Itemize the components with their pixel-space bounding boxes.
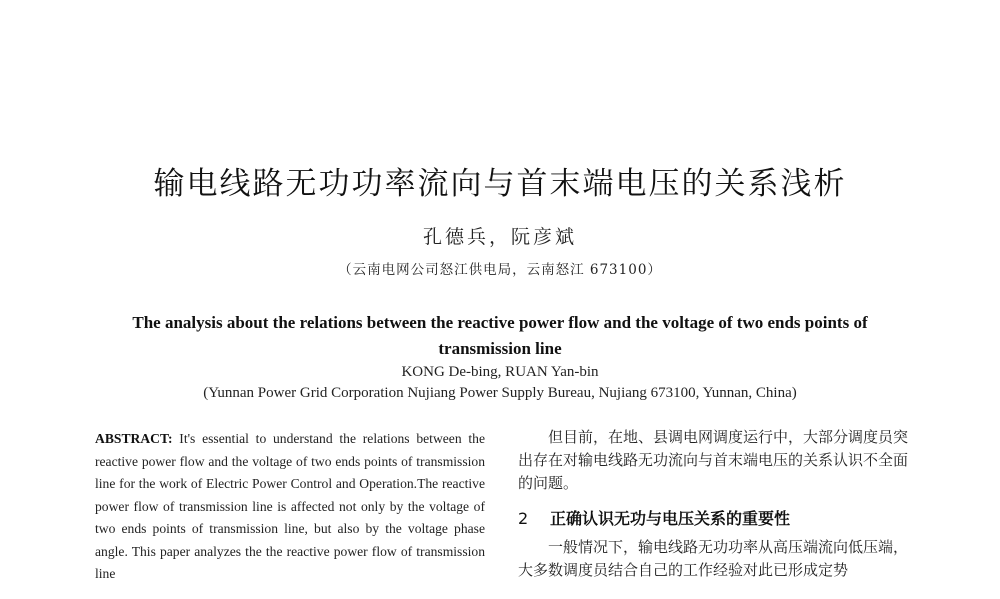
abstract-column <box>95 428 485 586</box>
body-column <box>518 426 910 582</box>
authors-chinese: 孔德兵，阮彦斌 <box>422 226 577 248</box>
abstract-paragraph <box>95 428 485 586</box>
intro-paragraph: 但目前，在地、县调电网调度运行中，大部分调度员突出存在对输电线路无功流向与首末端电压的关系认识不全面的问题。 <box>518 428 909 492</box>
section-title: 正确认识无功与电压关系的重要性 <box>550 509 791 528</box>
section-paragraph: 一般情况下，输电线路无功功率从高压端流向低压端，大多数调度员结合自己的工作经验对此已形成定势 <box>518 538 909 579</box>
paper-title-chinese: 输电线路无功功率流向与首末端电压的关系浅析 <box>153 166 847 202</box>
abstract-label: ABSTRACT: <box>95 431 173 446</box>
abstract-text: It's essential to understand the relations between the reactive power flow and the voltage of two ends points of transmission line for the work of Electric Power Control and Operation.The reactive power flow of transmission line is affected not only by the voltage of two ends points of transmission line, but also by the voltage phase angle. This paper analyzes the the reactive power flow of transmission line <box>95 431 485 581</box>
affiliation-english: (Yunnan Power Grid Corporation Nujiang Power Supply Bureau, Nujiang 673100, Yunnan, China) <box>203 385 797 401</box>
authors-english: KONG De-bing, RUAN Yan-bin <box>401 364 599 380</box>
section-heading <box>518 507 910 530</box>
affiliation-chinese: （云南电网公司怒江供电局，云南怒江 673100） <box>338 262 662 278</box>
paper-title-english: The analysis about the relations between the reactive power flow and the voltage of two ends points of transmission line <box>132 313 868 358</box>
section-number: 2 <box>518 509 529 528</box>
